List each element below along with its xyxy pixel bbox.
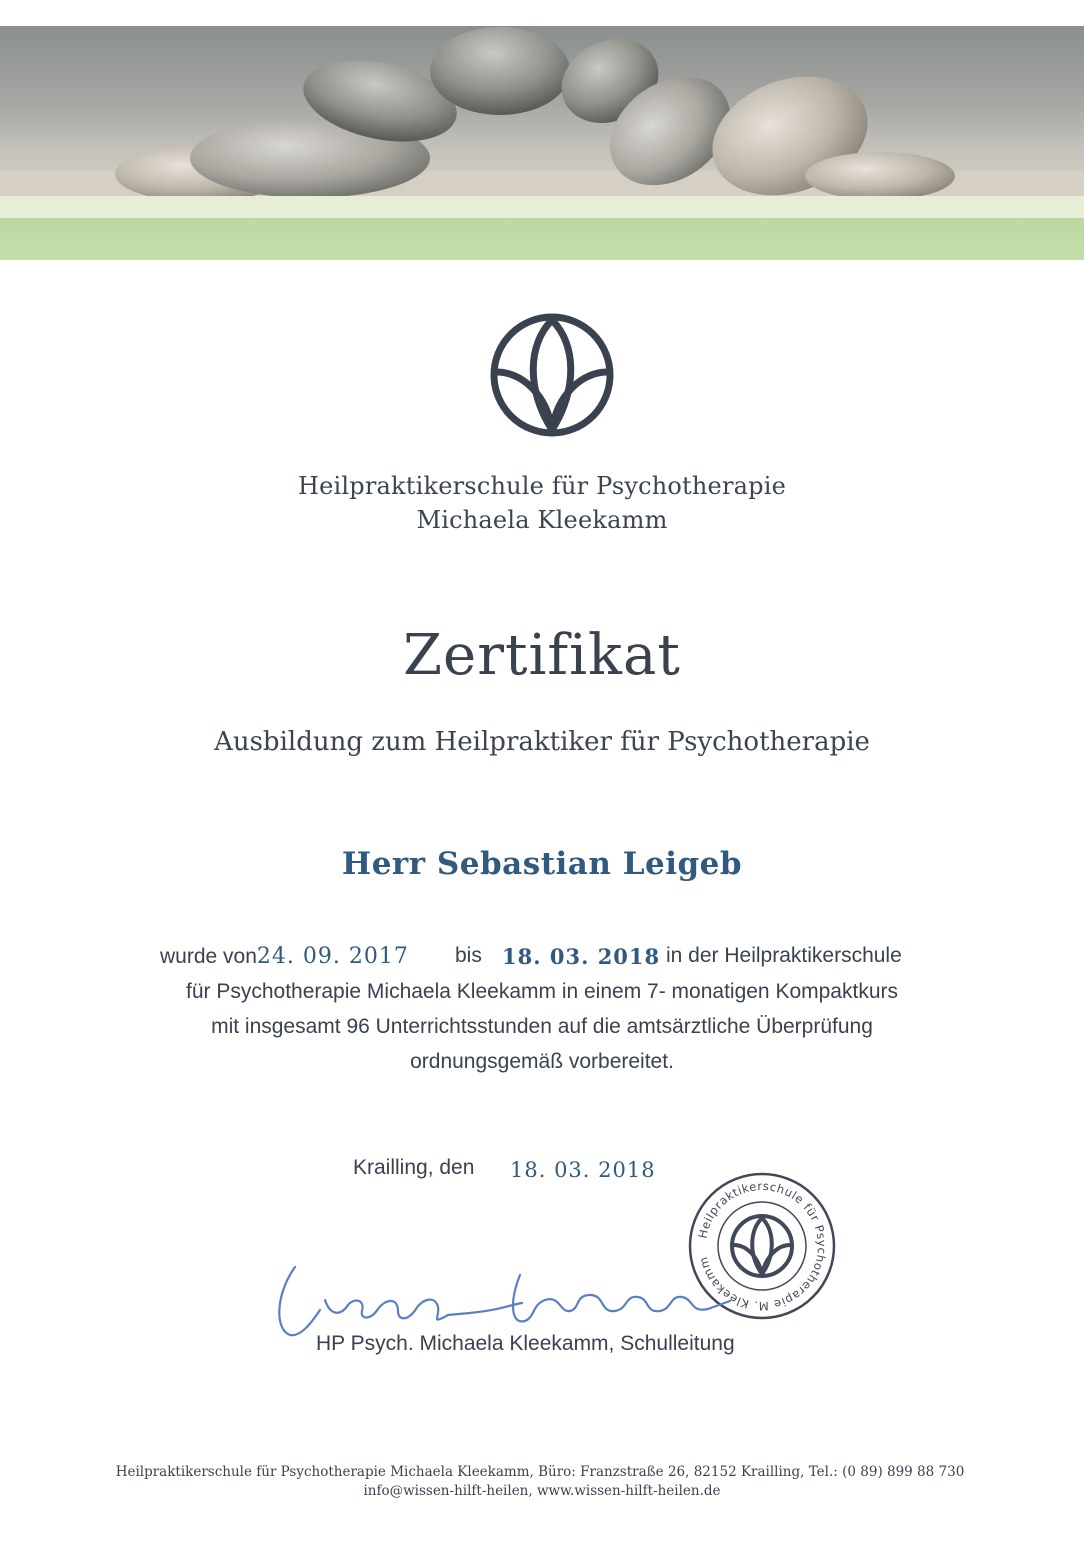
body-line-1 [160, 944, 409, 969]
body-line-4: ordnungsgemäß vorbereitet. [410, 1050, 674, 1073]
body-line-3: mit insgesamt 96 Unterrichtsstunden auf die amtsärztliche Überprüfung [211, 1015, 873, 1038]
certificate-title: Zertifikat [403, 623, 681, 688]
place-label: Krailling, den [353, 1156, 475, 1179]
body-line-1-prefix: wurde von [160, 945, 257, 968]
footer-web: info@wissen-hilft-heilen, www.wissen-hilft-heilen.de [363, 1483, 721, 1499]
date-to: 18. 03. 2018 [502, 944, 661, 969]
body-line-1-mid: bis [455, 944, 482, 967]
recipient-name: Herr Sebastian Leigeb [341, 846, 743, 882]
footer-address: Heilpraktikerschule für Psychotherapie Michaela Kleekamm, Büro: Franzstraße 26, 82152 Krailling, Tel.: (0 89) 899 88 730 [115, 1464, 965, 1480]
header-band-light [0, 196, 1084, 218]
school-name: Heilpraktikerschule für Psychotherapie [298, 472, 786, 500]
issue-date: 18. 03. 2018 [510, 1158, 656, 1182]
school-owner: Michaela Kleekamm [416, 506, 668, 534]
stones-illustration [0, 26, 1084, 196]
header-stones-image [0, 26, 1084, 196]
signer-name: HP Psych. Michaela Kleekamm, Schulleitung [316, 1332, 735, 1355]
stamp-leaf-icon [732, 1216, 792, 1276]
header-band-green [0, 218, 1084, 260]
date-from: 24. 09. 2017 [256, 944, 409, 969]
stamp-text: Heilpraktikerschule für Psychotherapie M. Kleekamm [695, 1178, 830, 1314]
leaf-in-circle-icon [487, 310, 617, 440]
body-line-1-suffix: in der Heilpraktikerschule [666, 944, 902, 967]
body-line-2: für Psychotherapie Michaela Kleekamm in einem 7- monatigen Kompaktkurs [185, 980, 898, 1003]
certificate-subtitle: Ausbildung zum Heilpraktiker für Psychotherapie [214, 727, 870, 757]
